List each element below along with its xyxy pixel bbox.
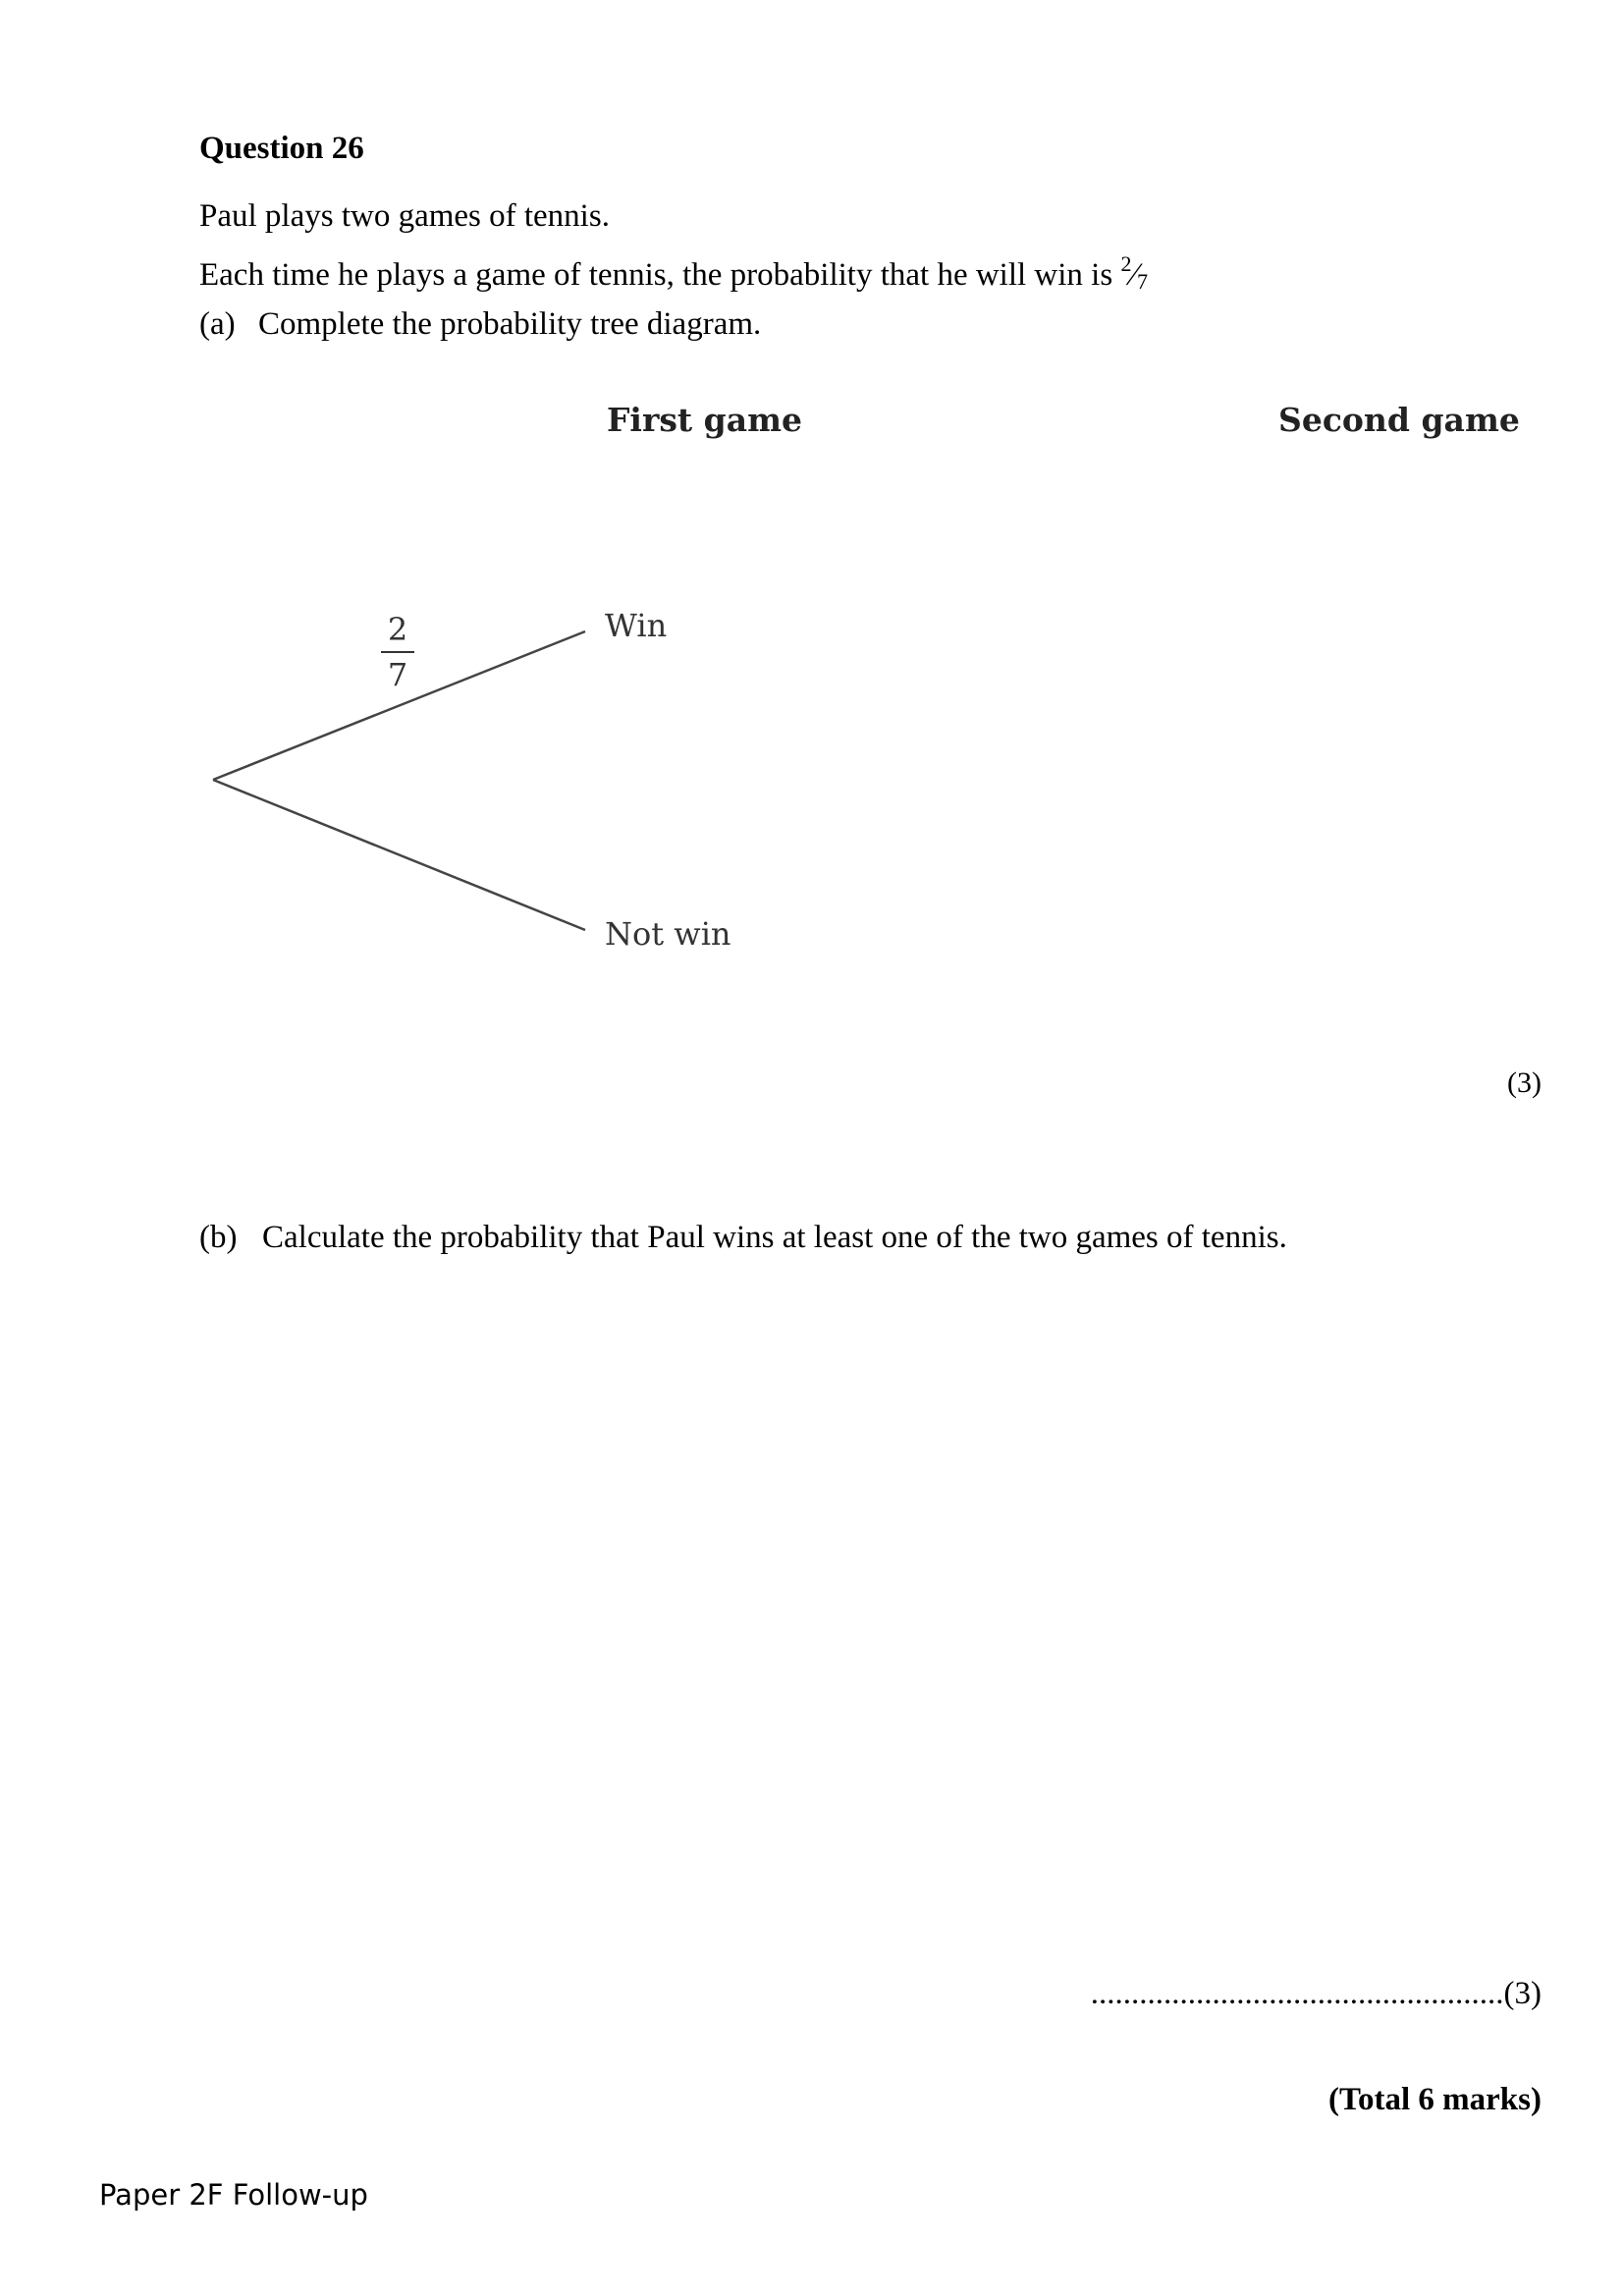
part-b-text: Calculate the probability that Paul wins at least one of the two games of tennis. [262, 1220, 1287, 1255]
fraction-bar [381, 651, 414, 653]
question-title: Question 26 [199, 131, 364, 166]
part-b-answer-line[interactable]: ...................................................(3) [1090, 1976, 1542, 2011]
second-game-heading: Second game [1278, 401, 1520, 439]
win-label: Win [605, 607, 668, 644]
branch-not-win [213, 780, 585, 930]
inline-fraction-denominator: 7 [1136, 269, 1148, 294]
part-b-prompt [199, 1220, 1287, 1256]
part-a-label: (a) [199, 306, 236, 342]
inline-fraction-numerator: 2 [1120, 251, 1132, 276]
win-branch-probability-denominator: 7 [387, 656, 408, 693]
not-win-label: Not win [605, 915, 731, 953]
question-intro-line-2-text: Each time he plays a game of tennis, the probability that he will win is [199, 257, 1113, 293]
question-intro-line-1: Paul plays two games of tennis. [199, 198, 610, 234]
part-a-marks: (3) [1507, 1066, 1542, 1099]
win-branch-probability [381, 611, 414, 693]
total-marks: (Total 6 marks) [1328, 2082, 1542, 2117]
part-b-label: (b) [199, 1220, 238, 1255]
page-footer: Paper 2F Follow-up [99, 2178, 368, 2212]
win-probability-inline-fraction: $^2⁄_7$ [1120, 251, 1148, 294]
win-branch-probability-numerator: 2 [387, 611, 408, 648]
first-game-heading: First game [607, 401, 803, 439]
part-a-text: Complete the probability tree diagram. [258, 306, 762, 342]
